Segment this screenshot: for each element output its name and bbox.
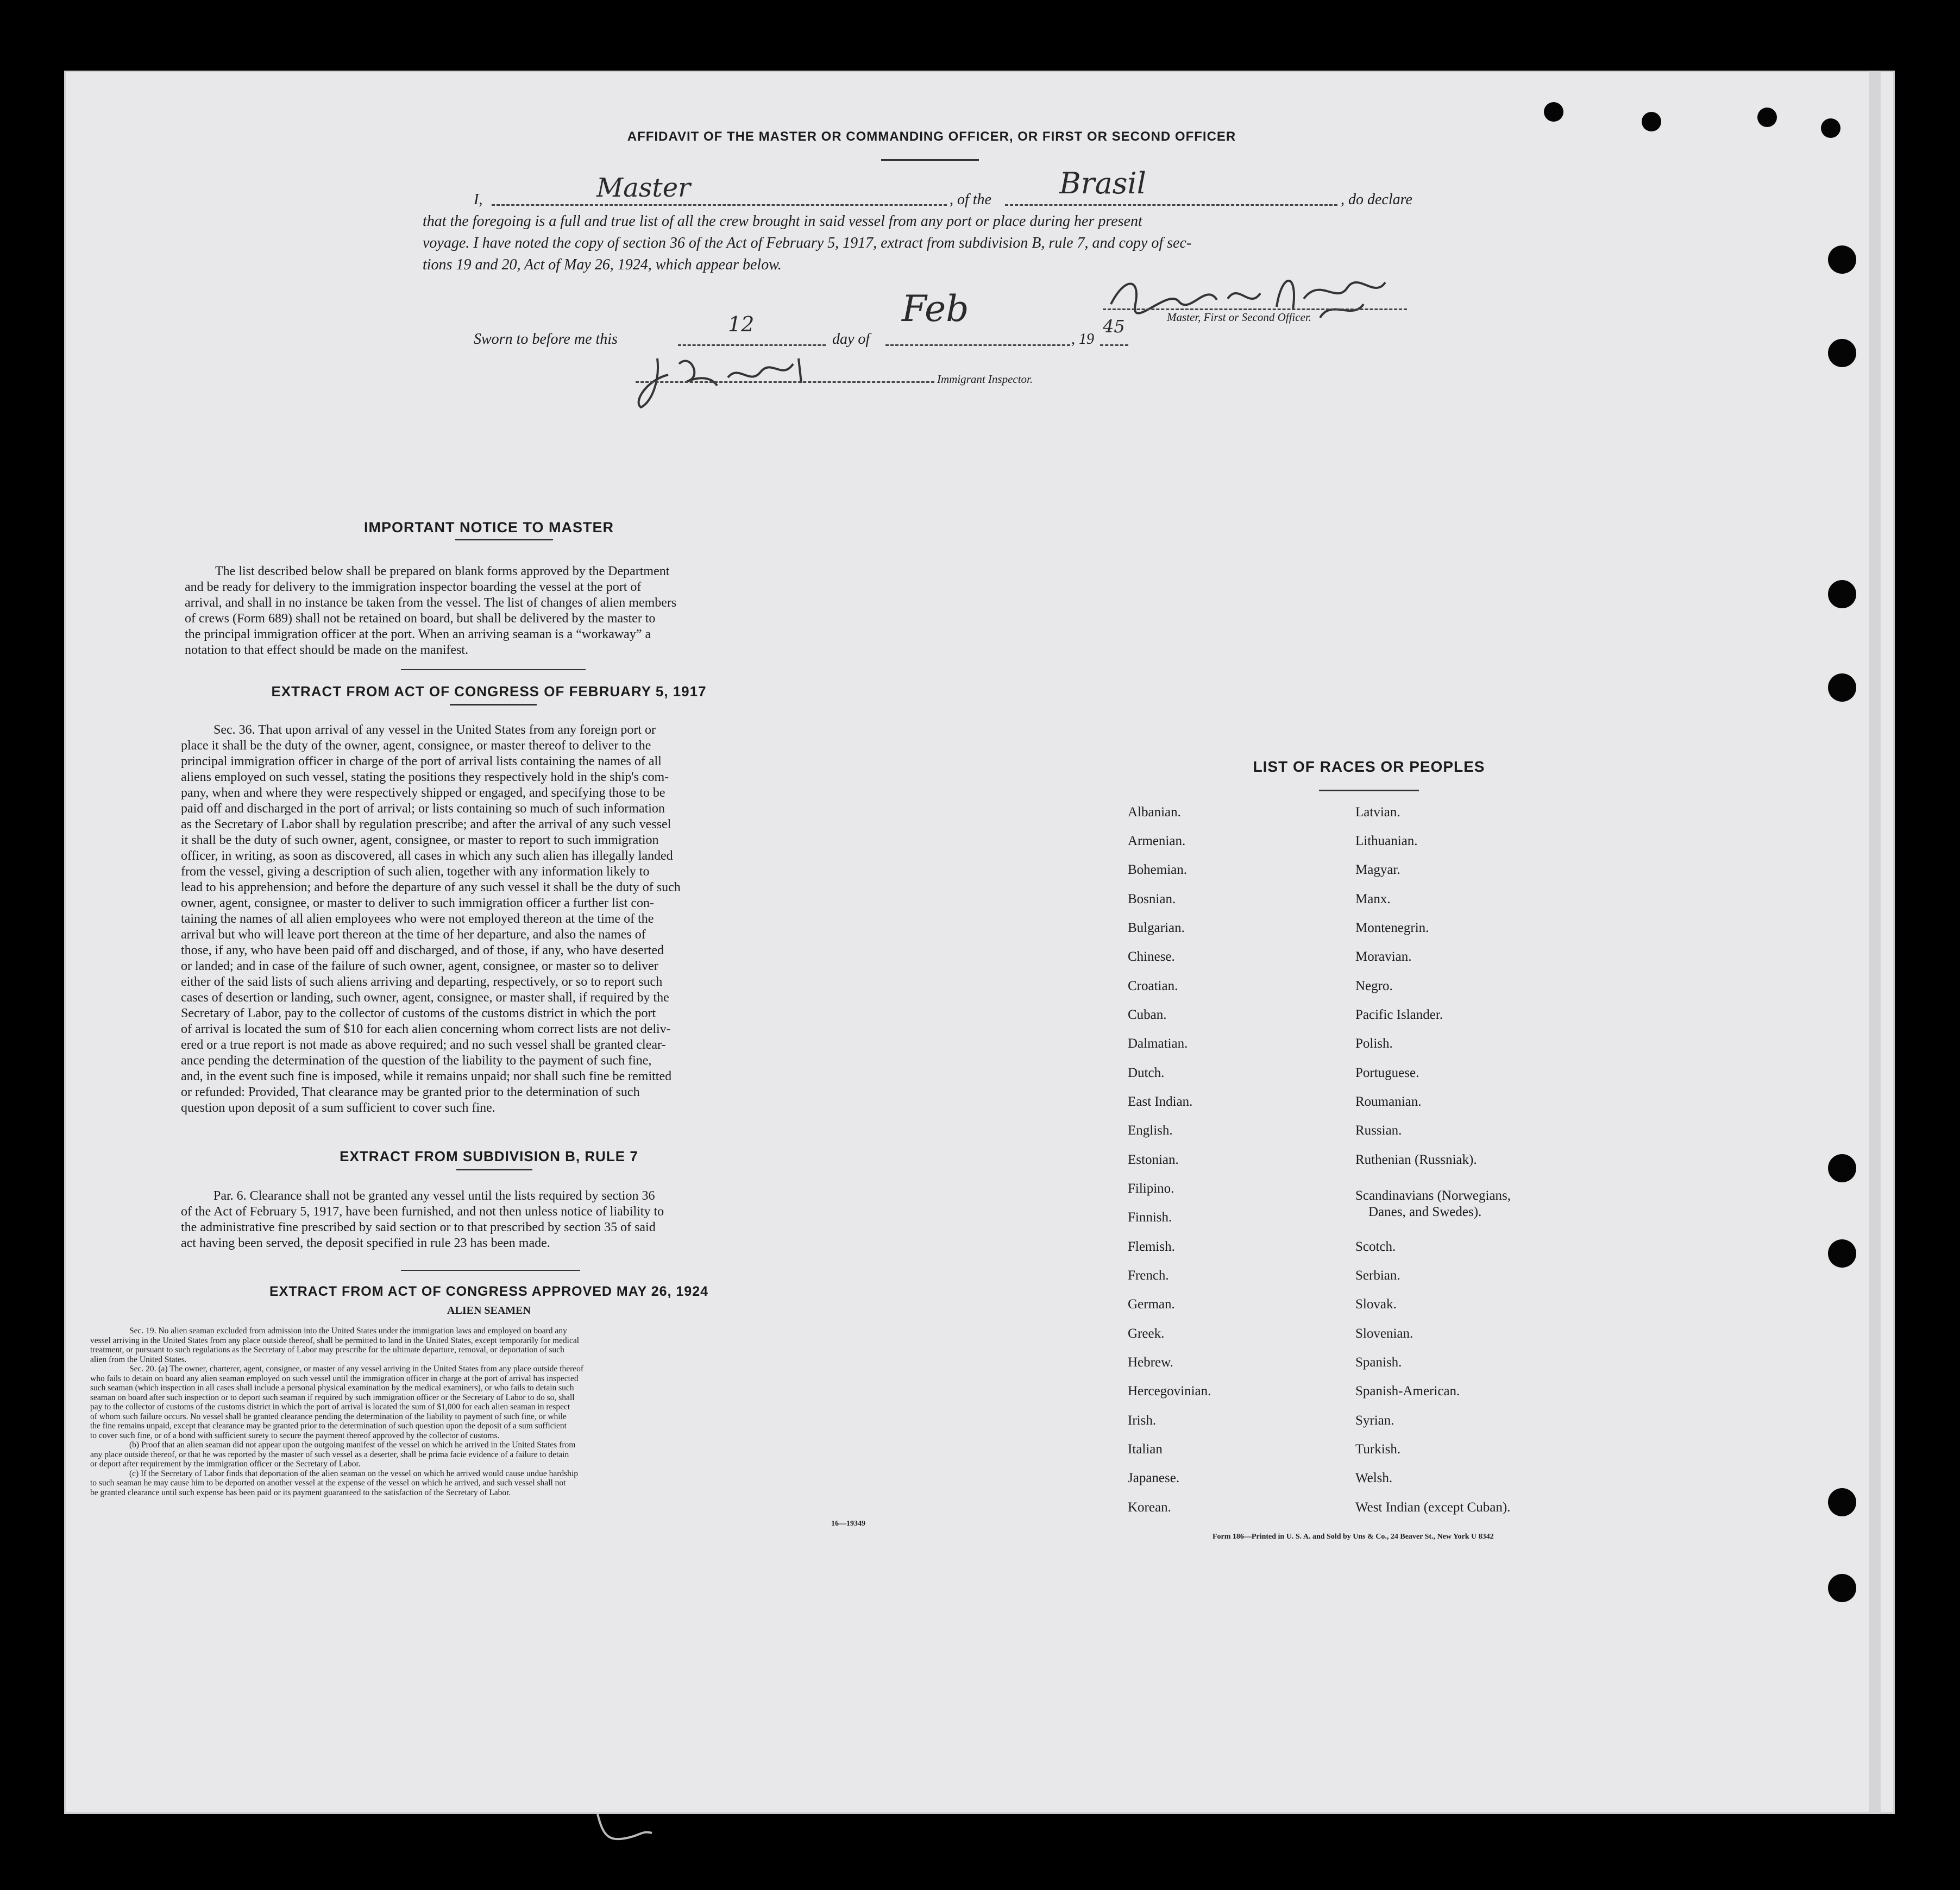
race-item: Albanian. <box>1128 805 1181 820</box>
punch-hole <box>1828 245 1856 274</box>
affidavit-line-2: that the foregoing is a full and true list of all the crew brought in said vessel from any port or place during her present <box>423 213 1142 230</box>
race-item: Armenian. <box>1128 834 1186 848</box>
race-item: Negro. <box>1355 979 1393 993</box>
punch-hole <box>1828 1488 1856 1516</box>
race-item: East Indian. <box>1128 1094 1193 1109</box>
race-item: Bohemian. <box>1128 862 1188 877</box>
race-item: Montenegrin. <box>1355 921 1429 935</box>
punch-hole <box>1828 1154 1856 1182</box>
race-item: Spanish. <box>1355 1355 1402 1370</box>
race-item: Hercegovinian. <box>1128 1384 1211 1398</box>
extract-1917-title: EXTRACT FROM ACT OF CONGRESS OF FEBRUARY 5, 1917 <box>271 683 707 700</box>
race-item: Pacific Islander. <box>1355 1007 1443 1022</box>
extract-1924-title: EXTRACT FROM ACT OF CONGRESS APPROVED MAY 26, 1924 <box>269 1284 709 1299</box>
race-item: Lithuanian. <box>1355 834 1418 848</box>
notice-line: The list described below shall be prepared on blank forms approved by the Department <box>215 564 670 578</box>
punch-hole <box>1642 112 1661 131</box>
race-item: Chinese. <box>1128 949 1175 964</box>
notice-line: notation to that effect should be made on the manifest. <box>185 643 469 657</box>
sec36-line: owner, agent, consignee, or master to deliver to such immigration officer a further list con- <box>181 896 654 910</box>
rule7-body <box>181 1188 792 1251</box>
sec36-line: question upon deposit of a sum sufficient to cover such fine. <box>181 1101 495 1115</box>
extract-1917-body <box>181 722 794 1116</box>
affidavit-line-4: tions 19 and 20, Act of May 26, 1924, which appear below. <box>423 256 782 273</box>
race-item: Russian. <box>1355 1123 1402 1138</box>
rule7-title: EXTRACT FROM SUBDIVISION B, RULE 7 <box>340 1148 638 1164</box>
affidavit-line-3: voyage. I have noted the copy of section 36 of the Act of February 5, 1917, extract from subdivision B, rule 7, and copy of sec- <box>423 235 1192 251</box>
race-item: Scandinavians (Norwegians, <box>1355 1188 1511 1203</box>
printer-imprint: Form 186—Printed in U. S. A. and Sold by Uns & Co., 24 Beaver St., New York U 8342 <box>1213 1533 1494 1541</box>
notice-line: of crews (Form 689) shall not be retained on board, but shall be delivered by the master to <box>185 612 656 626</box>
day-of-text: day of <box>832 331 870 348</box>
handwritten-year: 45 <box>1103 316 1125 337</box>
sec36-line: paid off and discharged in the port of arrival; or lists containing so much of such information <box>181 802 665 816</box>
sec19-line: alien from the United States. <box>90 1354 187 1364</box>
rule7-line: the administrative fine prescribed by said section or to that prescribed by section 35 of said <box>181 1220 656 1234</box>
sec20c-line: be granted clearance until such expense has been paid or its payment guaranteed to the satisfaction of the Secretary of Labor. <box>90 1488 511 1497</box>
sec36-line: or landed; and in case of the failure of such owner, agent, consignee, or master so to deliver <box>181 959 658 973</box>
sec19-line: treatment, or pursuant to such regulations as the Secretary of Labor may prescribe for the ultimate departure, removal, or deportation of such <box>90 1345 564 1354</box>
sec20c-line: to such seaman he may cause him to be deported on another vessel at the expense of the vessel on which he arrived, and such vessel shall not <box>90 1478 566 1488</box>
races-rule <box>1319 790 1419 791</box>
race-item: Danes, and Swedes). <box>1368 1205 1482 1219</box>
rule7-rule <box>456 1169 532 1170</box>
sec36-line: place it shall be the duty of the owner, agent, consignee, or master thereof to deliver to the <box>181 739 651 753</box>
race-item: Cuban. <box>1128 1007 1167 1022</box>
form-number: 16—19349 <box>831 1520 865 1528</box>
inspector-caption: Immigrant Inspector. <box>937 373 1033 386</box>
punch-hole <box>1828 580 1856 608</box>
sworn-text: Sworn to before me this <box>474 331 618 348</box>
punch-hole <box>1828 339 1856 367</box>
race-item: Syrian. <box>1355 1413 1394 1428</box>
race-item: Latvian. <box>1355 805 1400 820</box>
rule7-line: Par. 6. Clearance shall not be granted any vessel until the lists required by section 36 <box>213 1189 655 1203</box>
rule7-line: of the Act of February 5, 1917, have been furnished, and not then unless notice of liability to <box>181 1205 664 1219</box>
race-item: Japanese. <box>1128 1471 1180 1485</box>
race-item: Portuguese. <box>1355 1066 1419 1080</box>
race-item: Bulgarian. <box>1128 921 1185 935</box>
sec36-line: taining the names of all alien employees who were not employed thereon at the time of the <box>181 912 654 926</box>
notice-title: IMPORTANT NOTICE TO MASTER <box>364 519 614 536</box>
sec36-line: cases of desertion or landing, such owner, agent, consignee, or master shall, if required by the <box>181 991 669 1005</box>
year-line <box>1100 344 1128 346</box>
affidavit-of-the: , of the <box>950 191 991 208</box>
sec36-line: pany, when and where they were respectively shipped or engaged, and specifying those to be <box>181 786 665 800</box>
race-item: Spanish-American. <box>1355 1384 1460 1398</box>
vessel-name-line <box>1005 204 1337 206</box>
sec36-line: principal immigration officer in charge of the port of arrival lists containing the names of all <box>181 754 662 768</box>
race-item: Scotch. <box>1355 1239 1396 1254</box>
sheet-edge <box>1869 71 1881 1814</box>
race-item: Filipino. <box>1128 1181 1174 1196</box>
sec19-line: Sec. 19. No alien seaman excluded from admission into the United States under the immigration laws and employed on board any <box>129 1326 567 1335</box>
section-rule <box>401 669 586 670</box>
race-item: Magyar. <box>1355 862 1400 877</box>
sec36-line: either of the said lists of such aliens arriving and departing, respectively, or so to report such <box>181 975 663 989</box>
race-item: Korean. <box>1128 1500 1171 1515</box>
race-item: West Indian (except Cuban). <box>1355 1500 1511 1515</box>
sec20-line: who fails to detain on board any alien seaman employed on such vessel until the immigration officer in charge at the port of arrival has inspected <box>90 1374 579 1383</box>
rule7-line: act having been served, the deposit specified in rule 23 has been made. <box>181 1236 550 1250</box>
sec36-line: and, in the event such fine is imposed, while it remains unpaid; nor shall such fine be remitted <box>181 1069 672 1083</box>
race-item: Flemish. <box>1128 1239 1175 1254</box>
sec20-line: such seaman (which inspection in all cases shall include a personal physical examination by the medical examiners), or who fails to detain such <box>90 1383 574 1393</box>
races-title: LIST OF RACES OR PEOPLES <box>1253 758 1485 775</box>
race-item: Turkish. <box>1355 1442 1401 1457</box>
master-name-line <box>492 204 947 206</box>
sec36-line: as the Secretary of Labor shall by regulation prescribe; and after the arrival of any such vessel <box>181 817 671 831</box>
notice-line: the principal immigration officer at the port. When an arriving seaman is a “workaway” a <box>185 627 651 641</box>
sec20-line: pay to the collector of customs of the customs district in which the port of arrival is located the sum of $1,000 for each alien seaman in respect <box>90 1402 570 1412</box>
race-item: Ruthenian (Russniak). <box>1355 1152 1477 1167</box>
sec36-line: lead to his apprehension; and before the departure of any such vessel it shall be the duty of such <box>181 880 681 894</box>
race-item: Welsh. <box>1355 1471 1393 1485</box>
race-item: Manx. <box>1355 892 1391 906</box>
race-item: Polish. <box>1355 1036 1393 1051</box>
year-prefix: , 19 <box>1071 331 1094 348</box>
race-item: Bosnian. <box>1128 892 1176 906</box>
month-line <box>885 344 1070 346</box>
race-item: Serbian. <box>1355 1268 1400 1283</box>
race-item: German. <box>1128 1297 1175 1312</box>
sec36-line: or refunded: Provided, That clearance may be granted prior to the determination of such <box>181 1085 640 1099</box>
race-item: English. <box>1128 1123 1173 1138</box>
sec36-line: ered or a true report is not made as above required; and no such vessel shall be granted clear- <box>181 1038 666 1052</box>
race-item: Roumanian. <box>1355 1094 1422 1109</box>
extract-1917-rule <box>450 704 537 705</box>
sec20-line: seaman on board after such inspection or to deport such seaman if required by such immigration officer or the Secretary of Labor to do so, shall <box>90 1393 575 1402</box>
race-item: Slovak. <box>1355 1297 1397 1312</box>
notice-rule <box>455 539 553 540</box>
punch-hole <box>1828 1239 1856 1268</box>
race-item: Finnish. <box>1128 1210 1172 1225</box>
handwritten-vessel: Brasil <box>1059 166 1146 200</box>
day-line <box>678 344 826 346</box>
punch-hole <box>1828 1574 1856 1602</box>
sec36-line: officer, in writing, as soon as discovered, all cases in which any such alien has illegally landed <box>181 849 673 863</box>
handwritten-day: 12 <box>728 312 755 336</box>
notice-line: and be ready for delivery to the immigration inspector boarding the vessel at the port of <box>185 580 642 594</box>
race-item: Italian <box>1128 1442 1163 1457</box>
inspector-line <box>636 381 934 383</box>
sec20-line: Sec. 20. (a) The owner, charterer, agent, consignee, or master of any vessel arriving in the United States from any place outside thereof <box>129 1364 584 1374</box>
extract-1924-body <box>90 1326 875 1497</box>
sec20-line: to cover such fine, or of a bond with sufficient surety to secure the payment thereof approved by the collector of customs. <box>90 1431 500 1440</box>
sec36-line: those, if any, who have been paid off and discharged, and of those, if any, who have deserted <box>181 943 664 957</box>
sec36-line: Secretary of Labor, pay to the collector of customs of the customs district in which the port <box>181 1006 656 1020</box>
notice-line: arrival, and shall in no instance be taken from the vessel. The list of changes of alien members <box>185 596 677 610</box>
race-item: Hebrew. <box>1128 1355 1173 1370</box>
punch-hole <box>1544 102 1563 122</box>
punch-hole <box>1821 118 1840 138</box>
punch-hole <box>1757 108 1777 127</box>
master-caption: Master, First or Second Officer. <box>1167 311 1311 324</box>
sec20b-line: or deport after requirement by the immigration officer or the Secretary of Labor. <box>90 1459 361 1469</box>
sec20c-line: (c) If the Secretary of Labor finds that deportation of the alien seaman on the vessel on which he arrived would cause undue hardship <box>129 1469 578 1478</box>
handwritten-month: Feb <box>902 288 969 330</box>
race-item: Dutch. <box>1128 1066 1165 1080</box>
extract-1924-subtitle: ALIEN SEAMEN <box>447 1305 531 1316</box>
master-signature-line <box>1103 308 1407 310</box>
handwritten-master: Master <box>596 173 691 203</box>
race-item: Croatian. <box>1128 979 1178 993</box>
race-item: Irish. <box>1128 1413 1157 1428</box>
sec19-line: vessel arriving in the United States from any place outside thereof, shall be permitted to land in the United States, except temporarily for medical <box>90 1335 580 1345</box>
punch-hole <box>1828 673 1856 702</box>
title-rule <box>881 159 979 161</box>
race-item: Dalmatian. <box>1128 1036 1188 1051</box>
inspector-signature <box>636 348 820 420</box>
sec36-line: Sec. 36. That upon arrival of any vessel in the United States from any foreign port or <box>213 723 656 737</box>
race-item: Estonian. <box>1128 1152 1179 1167</box>
notice-body <box>185 564 796 658</box>
race-item: Slovenian. <box>1355 1326 1414 1341</box>
inspector-signature-scribble <box>636 348 820 418</box>
race-item: Moravian. <box>1355 949 1412 964</box>
sec36-line: aliens employed on such vessel, stating the positions they respectively hold in the ship's com- <box>181 770 669 784</box>
sec20-line: of whom such failure occurs. No vessel shall be granted clearance pending the determination of the liability to payment of such fine, or while <box>90 1412 567 1421</box>
section-rule <box>401 1270 580 1271</box>
stray-mark <box>592 1809 663 1852</box>
affidavit-title: AFFIDAVIT OF THE MASTER OR COMMANDING OFFICER, OR FIRST OR SECOND OFFICER <box>627 129 1236 144</box>
sec36-line: of arrival is located the sum of $10 for each alien concerning whom correct lists are not deliv- <box>181 1022 671 1036</box>
affidavit-do-declare: , do declare <box>1341 191 1412 208</box>
sec36-line: arrival but who will leave port thereon at the time of her departure, and also the names of <box>181 928 646 942</box>
race-item: Greek. <box>1128 1326 1165 1341</box>
sec36-line: it shall be the duty of such owner, agent, consignee, or master to report to such immigration <box>181 833 659 847</box>
race-item: French. <box>1128 1268 1169 1283</box>
sec20b-line: (b) Proof that an alien seaman did not appear upon the outgoing manifest of the vessel on which he arrived in the United States from <box>129 1440 576 1450</box>
sec20b-line: any place outside thereof, or that he was reported by the master of such vessel as a deserter, shall be prima facie evidence of a failure to detain <box>90 1450 569 1459</box>
sec36-line: ance pending the determination of the question of the liability to the payment of such fine, <box>181 1054 652 1068</box>
sec36-line: from the vessel, giving a description of such alien, together with any information likely to <box>181 865 650 879</box>
affidavit-i: I, <box>474 191 483 208</box>
sec20-line: the fine remains unpaid, except that clearance may be granted prior to the determination of such question upon the deposit of a sum sufficient <box>90 1421 567 1431</box>
